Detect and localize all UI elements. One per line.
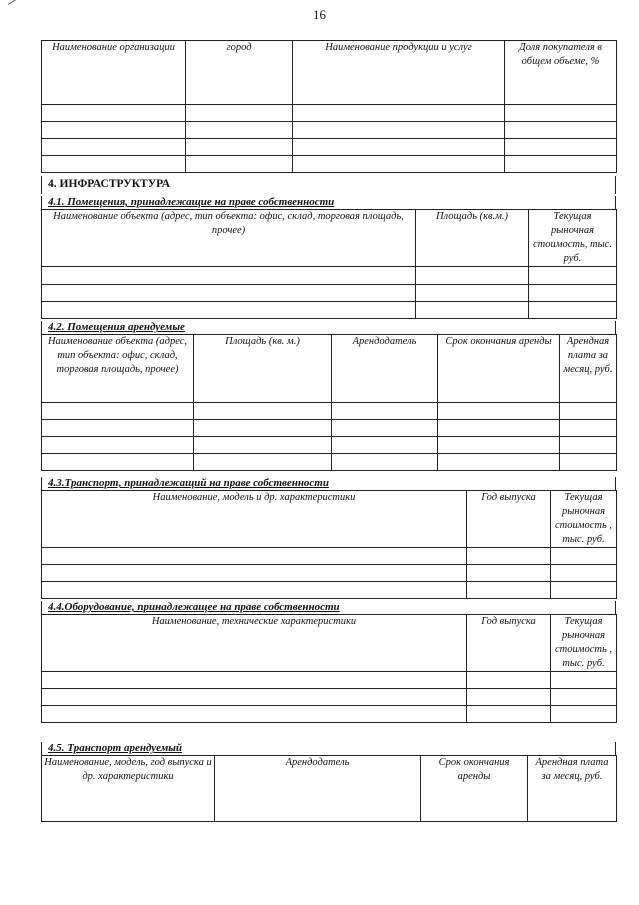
header-cell: Текущая рыночная стоимость , тыс. руб. [551, 615, 617, 672]
header-cell: Арендодатель [215, 756, 421, 822]
input-cell[interactable] [42, 105, 186, 122]
table-row [42, 139, 617, 156]
header-cell: Наименование объекта (адрес, тип объекта: офис, склад, торговая площадь, прочее) [42, 335, 194, 403]
header-cell: Арендная плата за месяц, руб. [528, 756, 617, 822]
input-cell[interactable] [332, 403, 438, 420]
table-row [42, 122, 617, 139]
table-row [42, 420, 617, 437]
table-row [42, 437, 617, 454]
input-cell[interactable] [42, 156, 186, 173]
header-cell: Наименование объекта (адрес, тип объекта: офис, склад, торговая площадь, прочее) [42, 210, 416, 267]
header-cell: Наименование, модель, год выпуска и др. характеристики [42, 756, 215, 822]
input-cell[interactable] [416, 285, 529, 302]
input-cell[interactable] [529, 285, 617, 302]
input-cell[interactable] [551, 706, 617, 723]
input-cell[interactable] [42, 565, 467, 582]
header-cell: Наименование, модель и др. характеристики [42, 491, 467, 548]
input-cell[interactable] [551, 548, 617, 565]
header-cell: город [186, 41, 293, 105]
subsection-title-leased-transport: 4.5. Транспорт арендуемый [41, 742, 616, 755]
input-cell[interactable] [438, 454, 560, 471]
input-cell[interactable] [505, 139, 617, 156]
table-header-row [42, 210, 617, 267]
input-cell[interactable] [194, 420, 332, 437]
input-cell[interactable] [42, 437, 194, 454]
header-cell: Текущая рыночная стоимость , тыс. руб. [551, 491, 617, 548]
input-cell[interactable] [560, 437, 617, 454]
buyers-table [41, 40, 617, 173]
leased-premises-table [41, 334, 617, 471]
table-row [42, 672, 617, 689]
input-cell[interactable] [42, 454, 194, 471]
input-cell[interactable] [186, 156, 293, 173]
header-cell: Доля покупателя в общем объеме, % [505, 41, 617, 105]
table-row [42, 582, 617, 599]
input-cell[interactable] [551, 689, 617, 706]
input-cell[interactable] [194, 454, 332, 471]
section-title-infrastructure: 4. ИНФРАСТРУКТУРА [41, 176, 616, 194]
input-cell[interactable] [293, 105, 505, 122]
table-header-row [42, 491, 617, 548]
input-cell[interactable] [505, 122, 617, 139]
scan-mark [8, 0, 34, 5]
input-cell[interactable] [551, 565, 617, 582]
subsection-title-leased-premises: 4.2. Помещения арендуемые [41, 321, 616, 334]
header-cell: Год выпуска [467, 491, 551, 548]
input-cell[interactable] [42, 285, 416, 302]
table-row [42, 689, 617, 706]
subsection-title-owned-equipment: 4.4.Оборудование, принадлежащее на праве собственности [41, 601, 616, 614]
table-row [42, 706, 617, 723]
header-cell: Наименование, технические характеристики [42, 615, 467, 672]
input-cell[interactable] [186, 105, 293, 122]
input-cell[interactable] [438, 420, 560, 437]
input-cell[interactable] [529, 302, 617, 319]
input-cell[interactable] [194, 403, 332, 420]
input-cell[interactable] [42, 139, 186, 156]
input-cell[interactable] [560, 403, 617, 420]
input-cell[interactable] [505, 105, 617, 122]
subsection-title-owned-premises: 4.1. Помещения, принадлежащие на праве собственности [41, 196, 616, 209]
header-cell: Срок окончания аренды [421, 756, 528, 822]
input-cell[interactable] [42, 122, 186, 139]
input-cell[interactable] [186, 122, 293, 139]
input-cell[interactable] [332, 437, 438, 454]
table-header-row [42, 41, 617, 105]
input-cell[interactable] [42, 582, 467, 599]
input-cell[interactable] [467, 706, 551, 723]
input-cell[interactable] [42, 267, 416, 285]
leased-transport-table [41, 755, 617, 822]
header-cell: Наименование продукции и услуг [293, 41, 505, 105]
table-row [42, 302, 617, 319]
table-header-row [42, 615, 617, 672]
input-cell[interactable] [293, 156, 505, 173]
input-cell[interactable] [42, 548, 467, 565]
header-cell: Текущая рыночная стоимость, тыс. руб. [529, 210, 617, 267]
table-row [42, 105, 617, 122]
owned-equipment-table [41, 614, 617, 723]
input-cell[interactable] [42, 672, 467, 689]
header-cell: Площадь (кв.м.) [416, 210, 529, 267]
input-cell[interactable] [467, 565, 551, 582]
input-cell[interactable] [293, 139, 505, 156]
input-cell[interactable] [529, 267, 617, 285]
input-cell[interactable] [42, 706, 467, 723]
table-row [42, 267, 617, 285]
input-cell[interactable] [332, 454, 438, 471]
header-cell: Наименование организации [42, 41, 186, 105]
owned-premises-table [41, 209, 617, 319]
header-cell: Год выпуска [467, 615, 551, 672]
header-cell: Арендодатель [332, 335, 438, 403]
input-cell[interactable] [42, 689, 467, 706]
table-row [42, 548, 617, 565]
table-row [42, 403, 617, 420]
input-cell[interactable] [467, 582, 551, 599]
input-cell[interactable] [560, 420, 617, 437]
input-cell[interactable] [438, 437, 560, 454]
header-cell: Срок окончания аренды [438, 335, 560, 403]
input-cell[interactable] [551, 672, 617, 689]
table-row [42, 156, 617, 173]
header-cell: Площадь (кв. м.) [194, 335, 332, 403]
input-cell[interactable] [186, 139, 293, 156]
input-cell[interactable] [505, 156, 617, 173]
input-cell[interactable] [293, 122, 505, 139]
input-cell[interactable] [467, 689, 551, 706]
input-cell[interactable] [42, 420, 194, 437]
input-cell[interactable] [551, 582, 617, 599]
input-cell[interactable] [42, 302, 416, 319]
table-row [42, 285, 617, 302]
table-header-row [42, 335, 617, 403]
page-number: 16 [313, 7, 326, 22]
input-cell[interactable] [467, 672, 551, 689]
owned-transport-table [41, 490, 617, 599]
input-cell[interactable] [416, 302, 529, 319]
input-cell[interactable] [194, 437, 332, 454]
header-cell: Арендная плата за месяц, руб. [560, 335, 617, 403]
table-header-row [42, 756, 617, 822]
table-row [42, 565, 617, 582]
input-cell[interactable] [467, 548, 551, 565]
table-row [42, 454, 617, 471]
input-cell[interactable] [416, 267, 529, 285]
input-cell[interactable] [42, 403, 194, 420]
subsection-title-owned-transport: 4.3.Транспорт, принадлежащий на праве собственности [41, 477, 616, 490]
input-cell[interactable] [438, 403, 560, 420]
input-cell[interactable] [332, 420, 438, 437]
input-cell[interactable] [560, 454, 617, 471]
